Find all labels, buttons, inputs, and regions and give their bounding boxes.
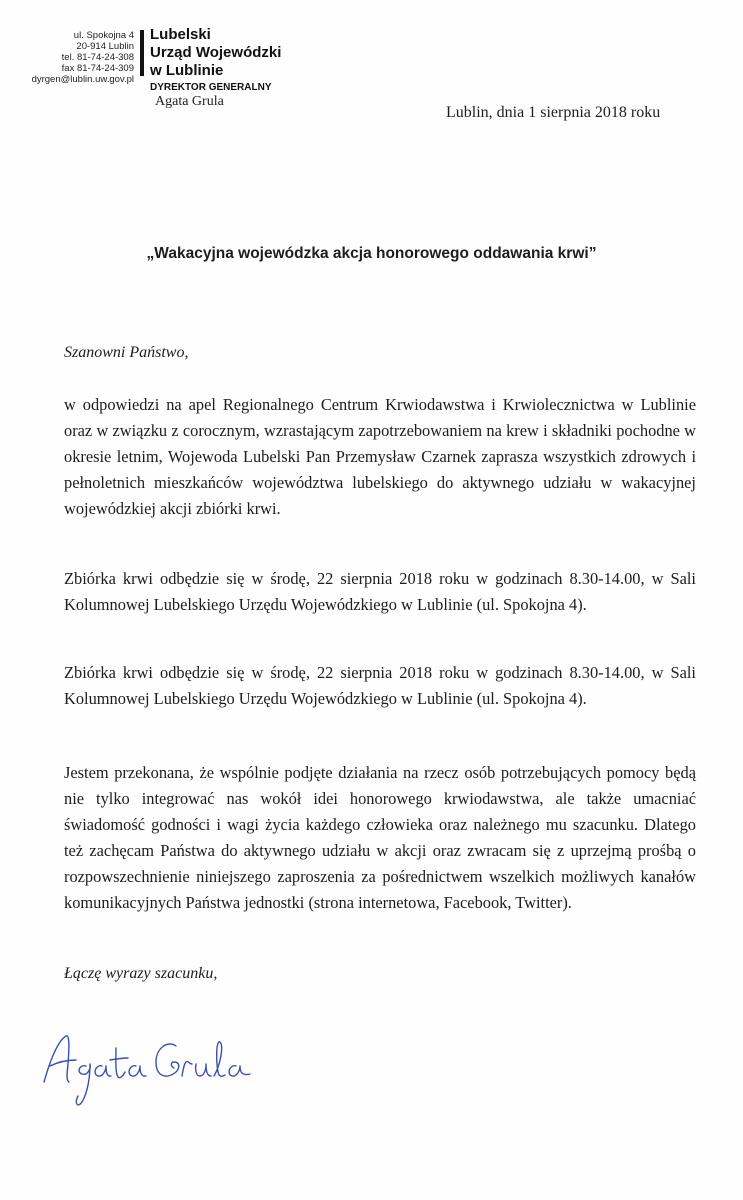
paragraph-event-details-repeat: Zbiórka krwi odbędzie się w środę, 22 sierpnia 2018 roku w godzinach 8.30-14.00, w Sali Kolumnowej Lubelskiego Urzędu Wojewódzkiego w Lublinie (ul. Spokojna 4). — [64, 663, 696, 708]
paragraph-invitation: w odpowiedzi na apel Regionalnego Centrum Krwiodawstwa i Krwiolecznictwa w Lublinie oraz w związku z corocznym, wzrastającym zapotrzebowaniem na krew i składniki pochodne w okresie letnim, Wojewoda Lubelski Pan Przemysław Czarnek zaprasza wszystkich zdrowych i pełnoletnich mieszkańców województwa lubelskiego do aktywnego udziału w wakacyjnej wojewódzkiej akcji zbiórki krwi. — [64, 395, 696, 518]
office-name-line-3: w Lublinie — [150, 62, 224, 79]
paragraph-appeal: Jestem przekonana, że wspólnie podjęte działania na rzecz osób potrzebujących pomocy będą nie tylko integrować nas wokół idei honorowego krwiodawstwa, ale także umacniać świadomość godności i wagi życia każdego człowieka oraz należnego mu szacunku. Dlatego też zachęcam Państwa do aktywnego udziału w akcji oraz zwracam się z uprzejmą prośbą o rozpowszechnienie niniejszego zaproszenia za pośrednictwem wszelkich możliwych kanałów komunikacyjnych Państwa jednostki (strona internetowa, Facebook, Twitter). — [64, 763, 696, 912]
paragraph-event-details: Zbiórka krwi odbędzie się w środę, 22 sierpnia 2018 roku w godzinach 8.30-14.00, w Sali Kolumnowej Lubelskiego Urzędu Wojewódzkiego w Lublinie (ul. Spokojna 4). — [64, 569, 696, 614]
office-name-line-2: Urząd Wojewódzki — [150, 44, 282, 61]
letter-date: Lublin, dnia 1 sierpnia 2018 roku — [446, 104, 661, 121]
signature-graphic — [36, 1020, 276, 1110]
address-fax: fax 81-74-24-309 — [61, 63, 134, 74]
greeting: Szanowni Państwo, — [64, 344, 189, 361]
office-name-line-1: Lubelski — [150, 26, 211, 43]
letterhead-divider — [140, 30, 144, 76]
letter-title: „Wakacyjna wojewódzka akcja honorowego oddawania krwi” — [146, 245, 597, 262]
closing-phrase: Łączę wyrazy szacunku, — [64, 965, 218, 982]
address-street: ul. Spokojna 4 — [73, 30, 134, 41]
address-email: dyrgen@lublin.uw.gov.pl — [31, 74, 134, 85]
office-name — [150, 26, 281, 80]
address-postal: 20-914 Lublin — [76, 41, 134, 52]
handwritten-signature — [36, 1020, 276, 1115]
address-phone: tel. 81-74-24-308 — [61, 52, 134, 63]
director-title: DYREKTOR GENERALNY — [150, 82, 272, 93]
director-name: Agata Grula — [155, 94, 224, 109]
office-address — [8, 30, 134, 85]
